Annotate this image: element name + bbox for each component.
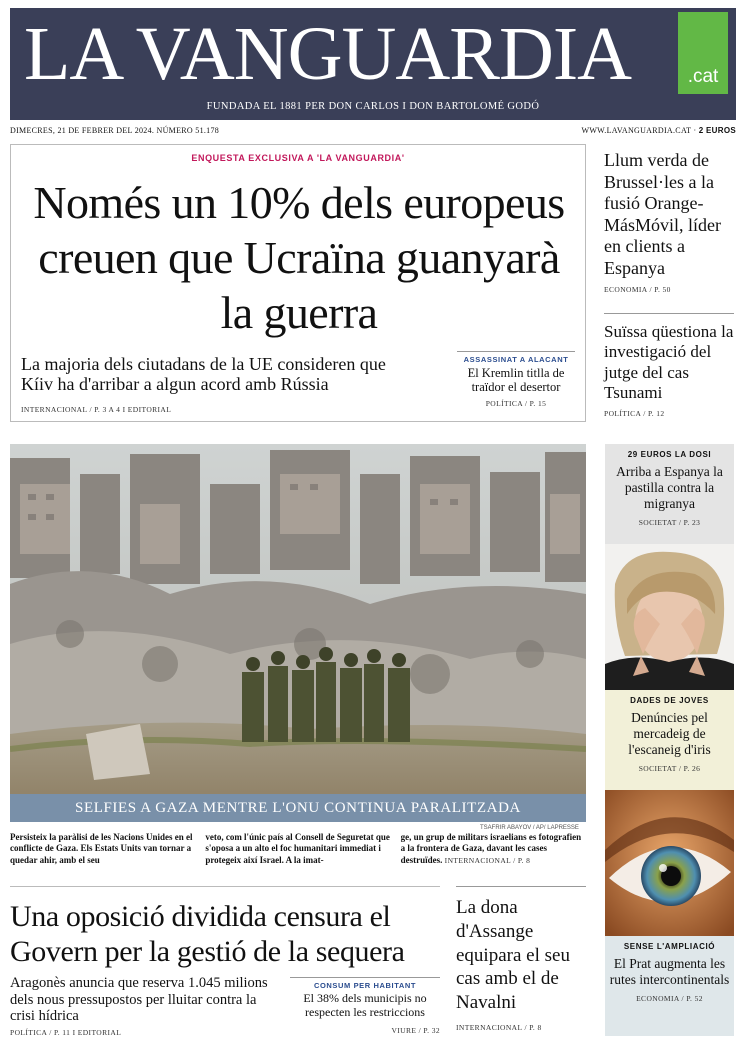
prat-card[interactable] — [605, 936, 734, 1036]
prat-section: ECONOMIA / P. 52 — [636, 993, 703, 1003]
domain-badge: .cat — [678, 12, 728, 94]
iris-section: SOCIETAT / P. 26 — [638, 763, 701, 773]
tsunami-section: POLÍTICA / P. 12 — [604, 408, 665, 418]
newspaper-title[interactable]: LA VANGUARDIA — [24, 12, 632, 96]
alacant-kicker: ASSASSINAT A ALACANT — [463, 355, 569, 364]
alacant-story[interactable] — [457, 351, 575, 408]
iris-title[interactable]: Denúncies pel mercadeig de l'escaneig d'iris — [628, 710, 711, 757]
drought-subhead: Aragonès anuncia que reserva 1.045 milions dels nous pressupostos per lluitar contra la crisi hídrica — [10, 975, 268, 1025]
alacant-section: POLÍTICA / P. 15 — [485, 398, 547, 408]
prat-title[interactable]: El Prat augmenta les rutes intercontinentals — [609, 956, 730, 987]
divider — [456, 886, 586, 887]
gaza-photo[interactable] — [10, 444, 586, 822]
consumption-title[interactable]: El 38% dels municipis no respecten les restriccions — [303, 991, 427, 1019]
drought-headline[interactable]: Una oposició dividida censura el Govern per la gestió de la sequera — [10, 900, 405, 969]
photo-section: INTERNACIONAL / P. 8 — [444, 855, 531, 865]
migraine-section: SOCIETAT / P. 23 — [638, 517, 701, 527]
site-url[interactable]: WWW.LAVANGUARDIA.CAT — [581, 126, 692, 135]
assange-title[interactable]: La dona d'Assange equipara el seu cas amb el de Navalni — [456, 897, 570, 1013]
consumption-story[interactable] — [290, 977, 440, 1035]
prat-kicker: SENSE L'AMPLIACIÓ — [623, 942, 716, 951]
iris-kicker: DADES DE JOVES — [630, 696, 709, 705]
orange-section: ECONOMIA / P. 50 — [604, 284, 671, 294]
migraine-title[interactable]: Arriba a Espanya la pastilla contra la migranya — [616, 464, 723, 511]
photo-credit: TSAFRIR ABAYOV / AP/ LAPRESSE — [480, 825, 579, 831]
drought-story[interactable] — [10, 886, 440, 1042]
orange-title[interactable]: Llum verda de Brussel·les a la fusió Orange-MásMóvil, líder en clients a Espanya — [604, 150, 721, 278]
orange-story[interactable] — [604, 150, 738, 294]
issue-date: DIMECRES, 21 DE FEBRER DEL 2024. NÚMERO 51.178 — [10, 126, 220, 135]
eye-photo — [605, 790, 734, 936]
consumption-kicker: CONSUM PER HABITANT — [313, 981, 417, 990]
tsunami-story[interactable] — [604, 322, 738, 418]
migraine-kicker: 29 EUROS LA DOSI — [627, 450, 712, 459]
photo-text — [10, 832, 586, 866]
photo-text-col-1: Persisteix la paràlisi de les Nacions Unides en el conflicte de Gaza. Els Estats Units van tornar a quedar ahir, amb el seu — [10, 832, 193, 865]
masthead — [10, 8, 736, 120]
tsunami-title[interactable]: Suïssa qüestiona la investigació del jutge del cas Tsunami — [604, 322, 734, 403]
assange-story[interactable] — [456, 896, 592, 1032]
founded-line: FUNDADA EL 1881 PER DON CARLOS I DON BARTOLOMÉ GODÓ — [206, 101, 540, 112]
assange-section: INTERNACIONAL / P. 8 — [456, 1022, 542, 1032]
dateline — [10, 126, 736, 135]
photo-text-col-3-body: ge, un grup de militars israelians es fotografien a la frontera de Gaza, davant les cases destruïdes. — [400, 832, 582, 865]
main-kicker: ENQUESTA EXCLUSIVA A 'LA VANGUARDIA' — [191, 153, 405, 163]
alacant-title[interactable]: El Kremlin titlla de traïdor el desertor — [467, 366, 565, 395]
migraine-card[interactable] — [605, 444, 734, 544]
price: 2 EUROS — [698, 126, 736, 135]
main-headline[interactable]: Només un 10% dels europeus creuen que Ucraïna guanyarà la guerra — [33, 177, 565, 339]
site-and-price: WWW.LAVANGUARDIA.CAT · 2 EUROS — [581, 126, 736, 135]
drought-section: POLÍTICA / P. 11 I EDITORIAL — [10, 1028, 122, 1037]
photo-caption: SELFIES A GAZA MENTRE L'ONU CONTINUA PARALITZADA — [10, 794, 586, 822]
divider — [604, 313, 734, 314]
main-section: INTERNACIONAL / P. 3 A 4 I EDITORIAL — [21, 405, 172, 414]
migraine-photo — [605, 544, 734, 690]
iris-card[interactable] — [605, 690, 734, 790]
photo-text-col-3 — [401, 832, 586, 866]
main-story[interactable] — [10, 144, 586, 422]
main-subhead: La majoria dels ciutadans de la UE consideren que Kíiv ha d'arribar a algun acord amb Rússia — [21, 354, 386, 394]
consumption-section: VIURE / P. 32 — [391, 1025, 440, 1035]
photo-text-col-2: veto, com l'únic país al Consell de Seguretat que s'oposa a un alto el foc humanitari immediat i protegeix així Israel. A la imat- — [205, 832, 390, 865]
